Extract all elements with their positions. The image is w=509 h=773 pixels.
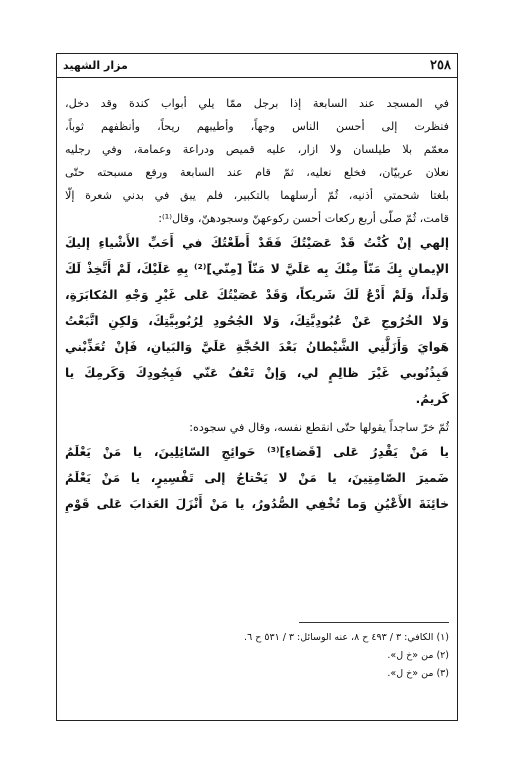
prayer-line: الإيمانِ بِكَ مَنّاً مِنْكَ بِه عَلَيَّ لا مَنّاً [مِنّي]⁽²⁾ بِهِ عَلَيْكَ، لَمْ أَتَّخِذْ لَكَ bbox=[65, 262, 449, 276]
running-header bbox=[57, 54, 457, 78]
sujood-line: خائِنَةَ الأَعْيُنِ وَما تُخْفِي الصُّدُورُ، يا مَنْ أَنْزَلَ العَذابَ عَلى قَوْمِ bbox=[65, 497, 449, 511]
footnote-3: (٣) من «خ ل». bbox=[387, 668, 449, 679]
main-text bbox=[65, 92, 449, 517]
footnote-2: (٢) من «خ ل». bbox=[387, 650, 449, 661]
transition-line: ثُمّ خرّ ساجداً يقولها حتّى انقطع نفسه، وقال في سجوده: bbox=[189, 421, 449, 434]
footnotes bbox=[65, 629, 449, 683]
prayer-line: فَبِذُنُوبي غَيْرَ ظالِمٍ لي، وَإنْ تَعْفُ عَنّي فَبِجُودِكَ وَكَرمِكَ يا bbox=[65, 366, 449, 380]
prayer-line: وَلا الخُرُوجِ عَنْ عُبُودِيَّتِكَ، وَلا الجُحُودِ لِرُبُوبِيَّتِكَ، وَلكِنِ اتَّبَعْتُ bbox=[65, 314, 449, 328]
narrative-line: نعلان عربيّان، فخلع نعليه، ثمّ قام عند السابعة ورفع مسبحته حتّى bbox=[65, 166, 449, 179]
narrative-line: في المسجد عند السابعة إذا برجل ممّا يلي أبواب كندة وقد دخل، bbox=[65, 97, 449, 110]
narrative-line: فنظرت إلى أحسن الناس وجهاً، وأطيبهم ريحاً، وأنظفهم ثوباً، bbox=[65, 120, 449, 133]
book-title: مزار الشهيد bbox=[63, 59, 128, 72]
narrative-line: بلغتا شحمتي أذنيه، ثُمّ أرسلهما بالتكبير، فلم يبق في بدني شعرة إلّا bbox=[65, 189, 449, 202]
narrative-line: قامت، ثُمّ صلّى أربع ركعات أحسن ركوعهنّ وسجودهنّ، وقال⁽¹⁾: bbox=[158, 212, 449, 225]
sujood-line: يا مَنْ يَقْدِرُ عَلى [قَضاءِ]⁽³⁾ حَوائِجِ السّائِلِينَ، يا مَنْ يَعْلَمُ bbox=[65, 445, 449, 459]
prayer-line: كَريمُ. bbox=[415, 392, 449, 406]
narrative-line: معمّم بلا طيلسان ولا ازار، عليه قميص ودراعة وعمامة، وفي رجليه bbox=[65, 143, 449, 156]
page-number: ٢٥٨ bbox=[430, 58, 451, 73]
footnote-divider bbox=[299, 622, 449, 623]
prayer-line: هَوايَ وَأَزَلَّنِي الشَّيْطانُ بَعْدَ الحُجَّةِ عَلَيَّ وَالبَيانِ، فَإنْ تُعَذِّبْني bbox=[65, 340, 449, 354]
footnote-1: (١) الكافي: ٣ / ٤٩٣ ح ٨، عنه الوسائل: ٣ / ٥٣١ ح ٦. bbox=[244, 632, 449, 643]
prayer-line: وَلَداً، وَلَمْ أَدْعُ لَكَ شَريكاً، وَقَدْ عَصَيْتُكَ عَلى غَيْرِ وَجْهِ المُكابَرَةِ، bbox=[65, 288, 449, 302]
prayer-line: إلهي إنْ كُنْتُ قَدْ عَصَيْتُكَ فَقَدْ أَطَعْتُكَ في أَحَبِّ الأَشْياءِ إليكَ bbox=[65, 236, 449, 250]
page-frame bbox=[56, 53, 458, 721]
sujood-line: ضَميرَ الصّامِتِينَ، يا مَنْ لا يَحْتاجُ إلى تَفْسِيرٍ، يا مَنْ يَعْلَمُ bbox=[65, 471, 449, 485]
